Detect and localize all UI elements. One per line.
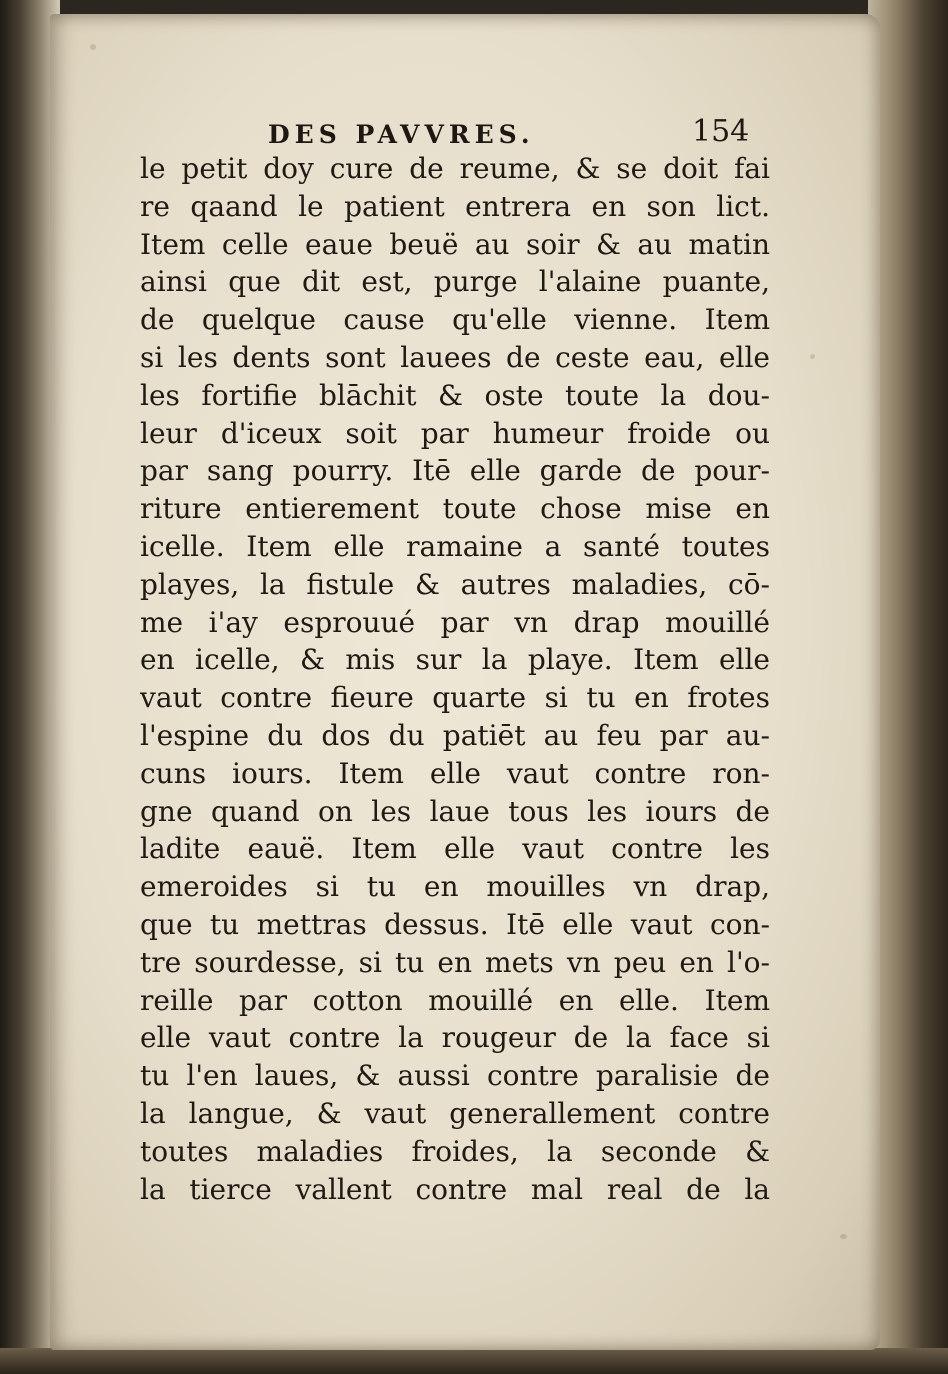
text-line: les fortifie blāchit & oste toute la dou- (140, 378, 770, 412)
page-number: 154 (692, 114, 750, 149)
text-line: re qaand le patient entrera en son lict. (140, 189, 770, 223)
text-line: tre sourdesse, si tu en mets vn peu en l'o- (140, 945, 770, 979)
text-line: en icelle, & mis sur la playe. Item elle (140, 643, 770, 677)
text-line: playes, la fistule & autres maladies, cō- (140, 567, 770, 601)
text-line: si les dents sont lauees de ceste eau, elle (140, 340, 770, 374)
text-line: gne quand on les laue tous les iours de (140, 794, 770, 828)
text-line: me i'ay esprouué par vn drap mouillé (140, 605, 770, 639)
text-line: de quelque cause qu'elle vienne. Item (140, 303, 770, 337)
text-line: ladite eauë. Item elle vaut contre les (140, 832, 770, 866)
text-line: le petit doy cure de reume, & se doit fai (140, 152, 770, 185)
text-line: l'espine du dos du patiēt au feu par au- (140, 718, 770, 752)
text-line: vaut contre fieure quarte si tu en frotes (140, 681, 770, 715)
text-line: cuns iours. Item elle vaut contre ron- (140, 756, 770, 790)
text-line: leur d'iceux soit par humeur froide ou (140, 416, 770, 450)
body-text (140, 150, 770, 1208)
running-head: DES PAVVRES. (268, 120, 535, 149)
text-line: emeroides si tu en mouilles vn drap, (140, 870, 770, 904)
text-line: la langue, & vaut generallement contre (140, 1096, 770, 1130)
paper-stain (90, 44, 96, 50)
text-line: que tu mettras dessus. Itē elle vaut con- (140, 907, 770, 941)
text-line: riture entierement toute chose mise en (140, 492, 770, 526)
text-line: elle vaut contre la rougeur de la face si (140, 1021, 770, 1055)
text-line: icelle. Item elle ramaine a santé toutes (140, 529, 770, 563)
text-line: reille par cotton mouillé en elle. Item (140, 983, 770, 1017)
paper-stain (840, 1234, 847, 1239)
text-line: toutes maladies froides, la seconde & (140, 1134, 770, 1168)
page-edge-right (868, 0, 948, 1374)
text-line: la tierce vallent contre mal real de la (140, 1172, 770, 1206)
text-line: par sang pourry. Itē elle garde de pour- (140, 454, 770, 488)
text-line: Item celle eaue beuë au soir & au matin (140, 227, 770, 261)
text-line: tu l'en laues, & aussi contre paralisie de (140, 1059, 770, 1093)
page-edge-bottom (0, 1348, 948, 1374)
paper-stain (810, 354, 815, 359)
text-line: ainsi que dit est, purge l'alaine puante, (140, 265, 770, 299)
